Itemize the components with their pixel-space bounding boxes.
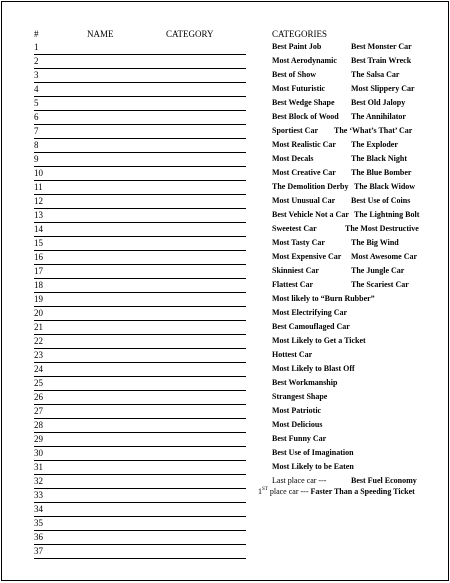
category-right: Best Use of Coins bbox=[351, 196, 411, 205]
category-right: Best Monster Car bbox=[351, 42, 412, 51]
entry-row[interactable] bbox=[34, 392, 246, 406]
entry-number: 28 bbox=[34, 420, 43, 430]
category-left: Hottest Car bbox=[272, 350, 313, 359]
category-row bbox=[272, 280, 450, 294]
entry-number: 18 bbox=[34, 280, 43, 290]
entry-row[interactable] bbox=[34, 224, 246, 238]
entry-row[interactable] bbox=[34, 154, 246, 168]
category-left: Strangest Shape bbox=[272, 392, 328, 401]
entry-row[interactable] bbox=[34, 252, 246, 266]
entry-row[interactable] bbox=[34, 434, 246, 448]
category-right: The Exploder bbox=[351, 140, 398, 149]
entry-number: 12 bbox=[34, 196, 43, 206]
category-left: Most Likely to Get a Ticket bbox=[272, 336, 366, 345]
entry-number: 31 bbox=[34, 462, 43, 472]
category-row bbox=[272, 70, 450, 84]
category-row bbox=[272, 378, 450, 392]
category-left: Skinniest Car bbox=[272, 266, 319, 275]
category-left: Best of Show bbox=[272, 70, 317, 79]
entry-number: 29 bbox=[34, 434, 43, 444]
entry-rows bbox=[34, 42, 246, 560]
category-row bbox=[272, 322, 450, 336]
category-row bbox=[272, 154, 450, 168]
category-row bbox=[272, 392, 450, 406]
header-name: NAME bbox=[87, 29, 114, 39]
entry-row[interactable] bbox=[34, 518, 246, 532]
category-row bbox=[272, 420, 450, 434]
entry-row[interactable] bbox=[34, 42, 246, 56]
category-left: Best Vehicle Not a Car bbox=[272, 210, 349, 219]
entry-number: 24 bbox=[34, 364, 43, 374]
category-row bbox=[272, 308, 450, 322]
category-left: Most Expensive Car bbox=[272, 252, 342, 261]
entry-number: 30 bbox=[34, 448, 43, 458]
entry-row[interactable] bbox=[34, 168, 246, 182]
entry-number: 15 bbox=[34, 238, 43, 248]
category-row bbox=[272, 462, 450, 476]
entry-number: 32 bbox=[34, 476, 43, 486]
first-place-line bbox=[258, 487, 415, 497]
entry-number: 34 bbox=[34, 504, 43, 514]
entry-number: 6 bbox=[34, 112, 39, 122]
category-right: The Salsa Car bbox=[351, 70, 400, 79]
entry-row[interactable] bbox=[34, 448, 246, 462]
category-left: Best Use of Imagination bbox=[272, 448, 354, 457]
entry-row[interactable] bbox=[34, 350, 246, 364]
first-place-label: place car --- bbox=[267, 487, 311, 496]
category-row bbox=[272, 364, 450, 378]
category-left: Most Aerodynamic bbox=[272, 56, 337, 65]
entry-row[interactable] bbox=[34, 266, 246, 280]
category-left: Sportiest Car bbox=[272, 126, 318, 135]
entry-number: 33 bbox=[34, 490, 43, 500]
entry-row[interactable] bbox=[34, 364, 246, 378]
category-right: Best Old Jalopy bbox=[351, 98, 406, 107]
entry-number: 26 bbox=[34, 392, 43, 402]
category-row bbox=[272, 294, 450, 308]
entry-row[interactable] bbox=[34, 532, 246, 546]
category-row bbox=[272, 224, 450, 238]
entry-number: 2 bbox=[34, 56, 39, 66]
category-list bbox=[272, 42, 450, 490]
entry-number: 21 bbox=[34, 322, 43, 332]
entry-number: 3 bbox=[34, 70, 39, 80]
category-right: The Annihilator bbox=[351, 112, 406, 121]
category-right: The Lightning Bolt bbox=[354, 210, 420, 219]
category-left: Most Electrifying Car bbox=[272, 308, 348, 317]
category-left: Best Paint Job bbox=[272, 42, 322, 51]
entry-row[interactable] bbox=[34, 336, 246, 350]
entry-number: 11 bbox=[34, 182, 43, 192]
entry-number: 10 bbox=[34, 168, 43, 178]
category-left: Sweetest Car bbox=[272, 224, 317, 233]
header-categories: CATEGORIES bbox=[272, 29, 328, 39]
entry-row[interactable] bbox=[34, 490, 246, 504]
category-row bbox=[272, 406, 450, 420]
category-right: The Scariest Car bbox=[351, 280, 409, 289]
entry-row[interactable] bbox=[34, 196, 246, 210]
category-row bbox=[272, 266, 450, 280]
entry-number: 20 bbox=[34, 308, 43, 318]
entry-row[interactable] bbox=[34, 280, 246, 294]
category-left: Best Funny Car bbox=[272, 434, 327, 443]
category-left: Best Block of Wood bbox=[272, 112, 339, 121]
category-left: Most Tasty Car bbox=[272, 238, 325, 247]
category-right: Best Train Wreck bbox=[351, 56, 412, 65]
entry-row[interactable] bbox=[34, 98, 246, 112]
entry-row[interactable] bbox=[34, 462, 246, 476]
entry-number: 35 bbox=[34, 518, 43, 528]
entry-row[interactable] bbox=[34, 546, 246, 560]
category-left: Most likely to “Burn Rubber” bbox=[272, 294, 375, 303]
entry-number: 36 bbox=[34, 532, 43, 542]
entry-row[interactable] bbox=[34, 112, 246, 126]
category-row bbox=[272, 42, 450, 56]
entry-number: 19 bbox=[34, 294, 43, 304]
entry-number: 1 bbox=[34, 42, 39, 52]
category-left: Most Futuristic bbox=[272, 84, 326, 93]
category-row bbox=[272, 98, 450, 112]
last-place-award: Best Fuel Economy bbox=[351, 476, 417, 485]
category-row bbox=[272, 238, 450, 252]
entry-number: 9 bbox=[34, 154, 39, 164]
entry-row[interactable] bbox=[34, 210, 246, 224]
entry-row[interactable] bbox=[34, 182, 246, 196]
entry-number: 16 bbox=[34, 252, 43, 262]
header-category: CATEGORY bbox=[166, 29, 214, 39]
category-left: Most Unusual Car bbox=[272, 196, 336, 205]
category-right: The Big Wind bbox=[351, 238, 399, 247]
award-sheet bbox=[1, 1, 449, 581]
entry-number: 37 bbox=[34, 546, 43, 556]
entry-row[interactable] bbox=[34, 476, 246, 490]
entry-number: 17 bbox=[34, 266, 43, 276]
category-right: The Blue Bomber bbox=[351, 168, 412, 177]
entry-number: 8 bbox=[34, 140, 39, 150]
category-row bbox=[272, 336, 450, 350]
entry-row[interactable] bbox=[34, 140, 246, 154]
entry-row[interactable] bbox=[34, 84, 246, 98]
category-right: The Jungle Car bbox=[351, 266, 405, 275]
entry-number: 4 bbox=[34, 84, 39, 94]
category-row bbox=[272, 434, 450, 448]
entry-row[interactable] bbox=[34, 294, 246, 308]
category-left: Best Workmanship bbox=[272, 378, 338, 387]
entry-number: 7 bbox=[34, 126, 39, 136]
entry-row[interactable] bbox=[34, 420, 246, 434]
entry-row[interactable] bbox=[34, 70, 246, 84]
category-row bbox=[272, 168, 450, 182]
entry-number: 14 bbox=[34, 224, 43, 234]
entry-row[interactable] bbox=[34, 238, 246, 252]
category-left: Best Camouflaged Car bbox=[272, 322, 350, 331]
category-row bbox=[272, 448, 450, 462]
category-row bbox=[272, 196, 450, 210]
category-row bbox=[272, 56, 450, 70]
category-left: Most Decals bbox=[272, 154, 314, 163]
entry-row[interactable] bbox=[34, 504, 246, 518]
entry-row[interactable] bbox=[34, 126, 246, 140]
category-left: Most Likely to Blast Off bbox=[272, 364, 355, 373]
entry-row[interactable] bbox=[34, 406, 246, 420]
category-left: Most Delicious bbox=[272, 420, 323, 429]
category-left: The Demolition Derby bbox=[272, 182, 349, 191]
entry-number: 25 bbox=[34, 378, 43, 388]
entry-number: 27 bbox=[34, 406, 43, 416]
last-place-label: Last place car --- bbox=[272, 476, 327, 485]
category-right: The Most Destructive bbox=[345, 224, 419, 233]
entry-row[interactable] bbox=[34, 322, 246, 336]
entry-number: 23 bbox=[34, 350, 43, 360]
category-row bbox=[272, 126, 450, 140]
category-left: Most Likely to be Eaten bbox=[272, 462, 354, 471]
entry-number: 22 bbox=[34, 336, 43, 346]
category-row bbox=[272, 140, 450, 154]
first-place-award: Faster Than a Speeding Ticket bbox=[310, 487, 415, 496]
category-left: Best Wedge Shape bbox=[272, 98, 335, 107]
category-left: Flattest Car bbox=[272, 280, 314, 289]
category-right: The Black Night bbox=[351, 154, 408, 163]
category-row bbox=[272, 84, 450, 98]
category-right: Most Awesome Car bbox=[351, 252, 418, 261]
category-right: The ‘What’s That’ Car bbox=[334, 126, 413, 135]
category-row bbox=[272, 252, 450, 266]
entry-row[interactable] bbox=[34, 56, 246, 70]
category-left: Most Creative Car bbox=[272, 168, 336, 177]
category-left: Most Realistic Car bbox=[272, 140, 336, 149]
entry-number: 13 bbox=[34, 210, 43, 220]
entry-row[interactable] bbox=[34, 308, 246, 322]
category-left: Most Patriotic bbox=[272, 406, 322, 415]
category-right: The Black Widow bbox=[354, 182, 416, 191]
first-place-number: 1 bbox=[258, 487, 262, 496]
first-place-suffix: ST bbox=[262, 487, 268, 492]
category-right: Most Slippery Car bbox=[351, 84, 415, 93]
entry-row[interactable] bbox=[34, 378, 246, 392]
entry-number: 5 bbox=[34, 98, 39, 108]
category-row bbox=[272, 350, 450, 364]
category-row bbox=[272, 112, 450, 126]
category-row bbox=[272, 182, 450, 196]
category-row bbox=[272, 210, 450, 224]
header-number: # bbox=[34, 29, 39, 39]
